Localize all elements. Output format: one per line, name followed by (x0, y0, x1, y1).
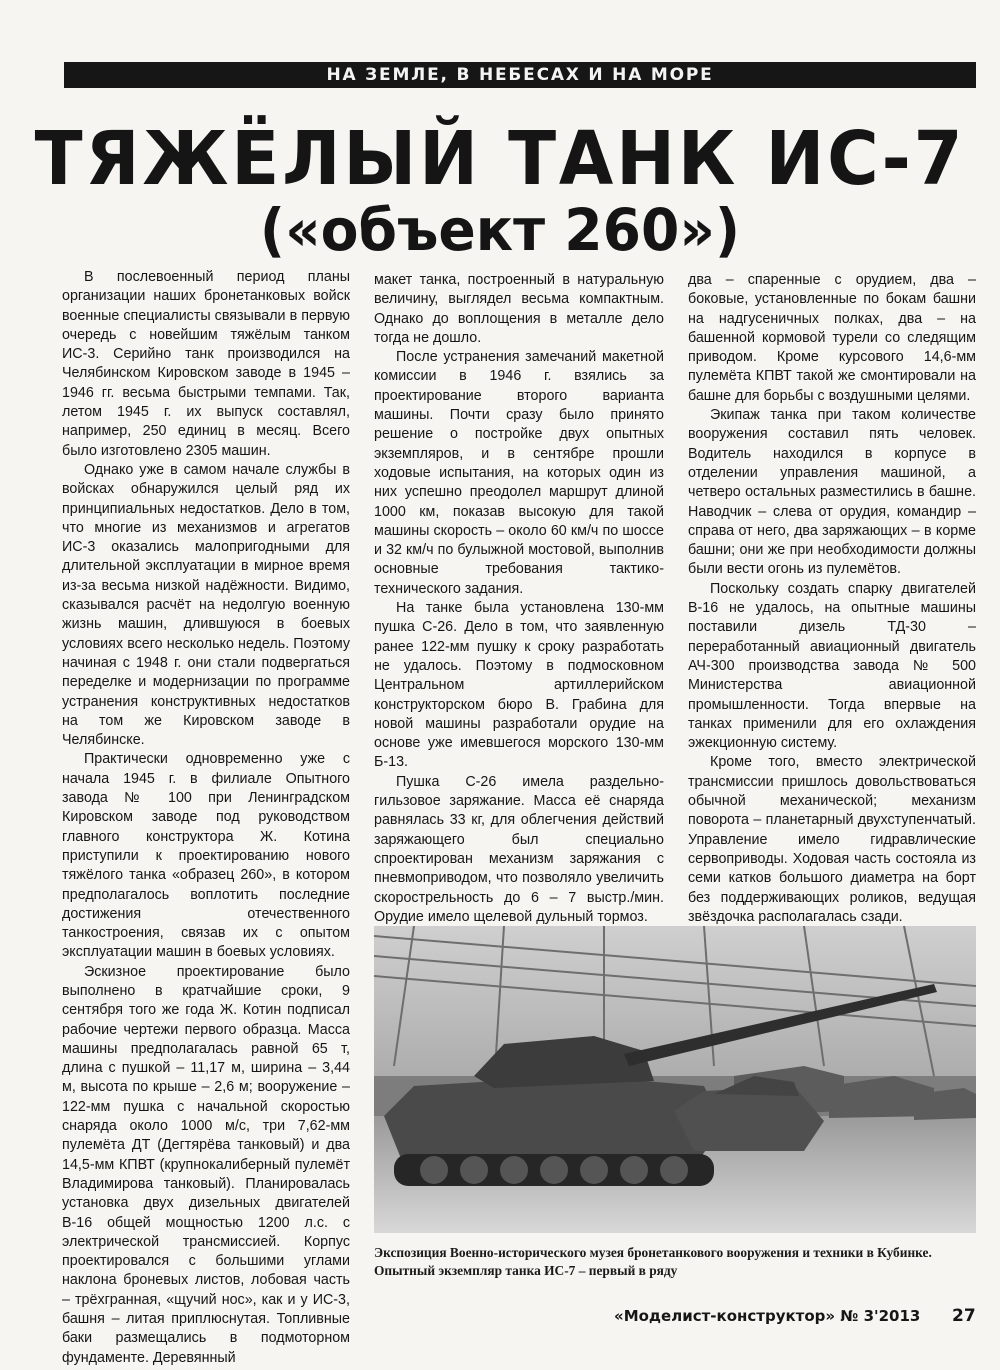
caption-line: Экспозиция Военно-исторического музея бронетанкового вооружения и техники в Кубинке. (374, 1245, 932, 1260)
paragraph-continued: макет танка, построенный в натуральную величину, выглядел весьма компактным. Однако до воплощения в металле дело тогда не дошло. (374, 272, 664, 346)
paragraph: На танке была установлена 130-мм пушка С-26. Дело в том, что заявленную ранее 122-мм пушку к сроку разработать не удалось. Поэтому в подмосковном Центральном артиллерийском конструкторском бюро В. Грабина для новой машины разработали орудие на основе уже имевшегося морского 130-мм Б-13. (374, 600, 664, 771)
museum-tank-photo (374, 926, 976, 1233)
paragraph: Однако уже в самом начале службы в войсках обнаружился целый ряд их принципиальных недостатков. Дело в том, что многие из механизмов и агрегатов ИС-3 оказались малопригодными для длительной эксплуатации в мирное время из-за весьма низкой надёжности. Видимо, сказывался расчёт на недолгую военную жизнь машин, длившуюся в боевых условиях всего несколько недель. Поэтому начиная с 1948 г. они стали подвергаться переделке и модернизации по программе устранения конструктивных недостатков на том же Кировском заводе в Челябинске. (62, 461, 350, 749)
paragraph: Практически одновременно уже с начала 1945 г. в филиале Опытного завода № 100 при Ленинградском Кировском заводе под руководством главного конструктора Ж. Котина приступили к проектированию нового тяжёлого танка «образец 260», в котором предполагалось воплотить последние достижения отечественного танкостроения, связав их с опытом эксплуатации машин в боевых условиях. (62, 751, 350, 961)
photo-caption (374, 1244, 978, 1280)
caption-line: Опытный экземпляр танка ИС-7 – первый в ряду (374, 1263, 678, 1278)
tank-illustration (374, 926, 976, 1233)
section-rubric: НА ЗЕМЛЕ, В НЕБЕСАХ И НА МОРЕ (64, 62, 976, 88)
paragraph: Эскизное проектирование было выполнено в кратчайшие сроки, 9 сентября того же года Ж. Котин подписал рабочие чертежи первого образца. Масса машины предполагалась равной 65 т, длина с пушкой – 11,17 м, ширина – 3,44 м, высота по крыше – 2,6 м; вооружение – 122-мм пушка с начальной скоростью снаряда около 1000 м/с, три 7,62-мм пулемёта ДТ (Дегтярёва танковый) и два 14,5-мм КПВТ (крупнокалиберный пулемёт Владимирова танковый). Планировалась установка двух дизельных двигателей В-16 общей мощностью 1200 л.с. с электрической трансмиссией. Корпус проектировался с большими углами наклона броневых листов, лобовая часть – трёхгранная, «щучий нос», как и у ИС-3, башня – литая приплюснутая. Топливные баки размещались в подмоторном фундаменте. Деревянный (62, 963, 350, 1366)
text-column-3 (688, 271, 976, 966)
paragraph: Кроме того, вместо электрической трансмиссии пришлось довольствоваться обычной механической; механизм поворота – планетарный двухступенчатый. Управление имело гидравлические сервоприводы. Ходовая часть состояла из семи катков большого диаметра на борт без поддерживающих роликов, ведущая звёздочка располагалась сзади. (688, 754, 976, 925)
paragraph-continued: два – спаренные с орудием, два – боковые, установленные по бокам башни на надгусеничных полках, два – на башенной кормовой турели со следящим приводом. Кроме курсового 14,6-мм пулемёта КПВТ такой же смонтировали на башне для борьбы с воздушными целями. (688, 272, 976, 404)
magazine-footer: «Моделист-конструктор» № 3'2013 (614, 1307, 921, 1325)
page-number: 27 (952, 1306, 976, 1326)
article-title: ТЯЖЁЛЫЙ ТАНК ИС-7 (34, 116, 966, 202)
paragraph: Поскольку создать спарку двигателей В-16 не удалось, на опытные машины поставили дизель ТД-30 – переработанный авиационный двигатель АЧ-300 производства завода № 500 Министерства авиационной промышленности. Тогда впервые на танках применили для его охлаждения эжекционную систему. (688, 580, 976, 752)
paragraph: В послевоенный период планы организации наших бронетанковых войск военные специалисты связывали в первую очередь с новейшим тяжёлым танком ИС-3. Серийно танк производился на Челябинском Кировском заводе в 1945 – 1946 гг. весьма быстрыми темпами. Так, летом 1945 г. их выпуск составлял, например, 250 единиц в месяц. Всего было изготовлено 2305 машин. (62, 269, 350, 459)
paragraph: После устранения замечаний макетной комиссии в 1946 г. взялись за проектирование второго варианта машины. Почти сразу было принято решение о постройке двух опытных экземпляров, и в сентябре прошли ходовые испытания, на которых один из них успешно преодолел маршрут длиной 1000 км, показав высокую для такой машины скорость – около 60 км/ч по шоссе и 32 км/ч по булыжной мостовой, выполнив основные требования тактико-технического задания. (374, 349, 664, 597)
text-column-2 (374, 271, 664, 1024)
paragraph: Пушка С-26 имела раздельно-гильзовое заряжание. Масса её снаряда равнялась 33 кг, для облегчения действий заряжающего был специально спроектирован механизм заряжания с пневмоприводом, что позволяло увеличить скорострельность до 6 – 7 выстр./мин. Орудие имело щелевой дульный тормоз. (374, 773, 664, 925)
text-column-1 (62, 268, 350, 1368)
article-subtitle: («объект 260») (259, 196, 741, 264)
paragraph: Экипаж танка при таком количестве вооружения составил пять человек. Водитель находился в корпусе в отделении управления машиной, а четверо остальных разместились в башне. Наводчик – слева от орудия, командир – справа от него, два заряжающих – в корме башни; они же при необходимости должны были вести огонь из пулемётов. (688, 407, 976, 578)
